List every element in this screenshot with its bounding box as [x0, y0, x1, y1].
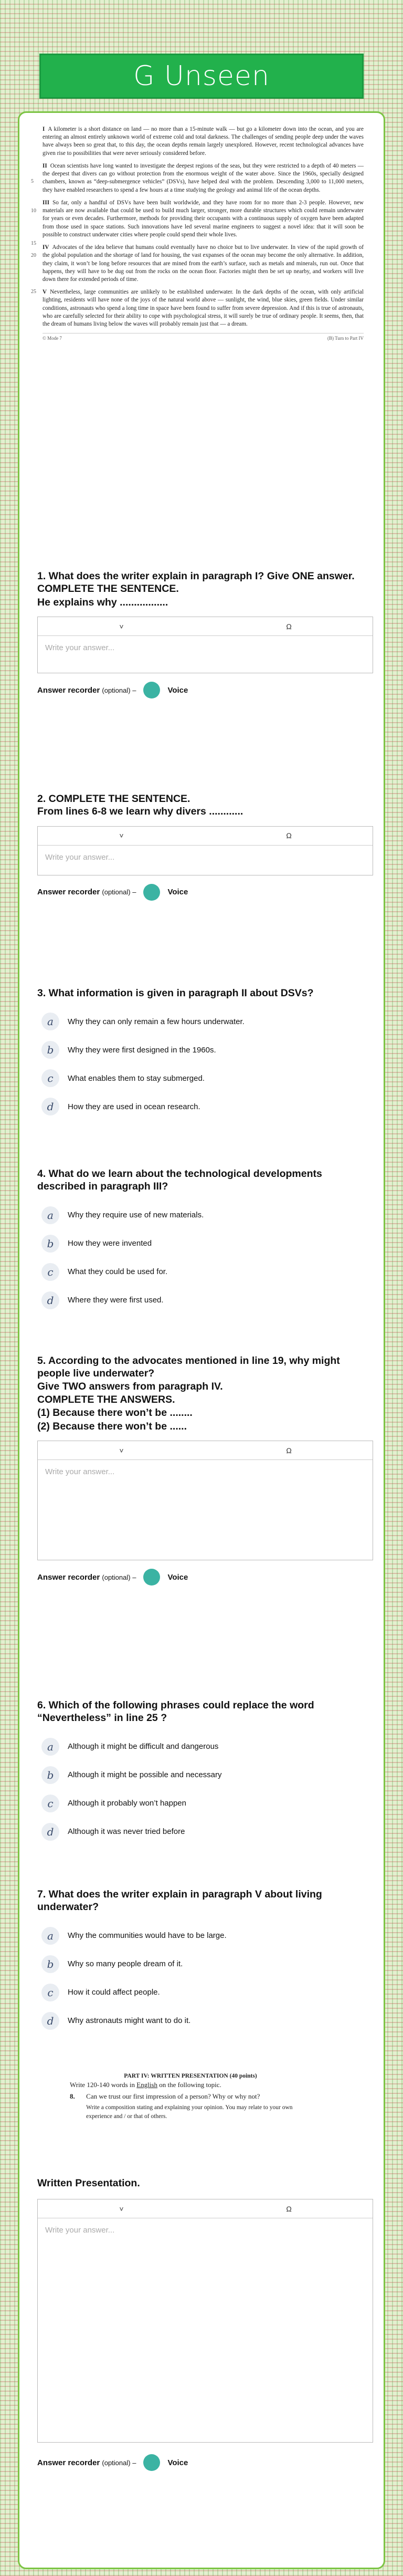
item-detail: Write a composition stating and explaining your opinion. You may relate to your own experience and / or that of others. — [86, 2104, 293, 2120]
option-letter: b — [41, 1041, 59, 1059]
option-d[interactable] — [37, 2009, 373, 2032]
option-letter: d — [41, 1823, 59, 1841]
paragraph-text: So far, only a handful of DSVs have been built worldwide, and they have room for no more than 2-3 people. However, new materials are now available that could be used to build much larger, stronger, more durable structures which could remain underwater for years or even decades. Furthermore, methods for providing their occupants with a continuous supply of oxygen have been adapted from those used in space stations. Such innovations have led several marine engineers to suggest a novel idea: that it will soon be possible to construct underwater cities where people could spend their whole lives. — [43, 199, 364, 238]
question-1-line-3: He explains why ................. — [37, 596, 168, 608]
paragraph-text: Nevertheless, large communities are unlikely to be established underwater. In the dark depths of the ocean, with only artificial lighting, residents will have none of the joys of the natural world above — sunlight, the wind, blue skies, green fields. Under similar conditions, astronauts who spend a long time in space have been found to suffer from severe depression. And if this is true of astronauts, who are carefully selected for their ability to cope with psychological stress, it will surely be true of ordinary people. It seems, then, that the dream of humans living below the waves will probably remain just that — a dream. — [43, 289, 364, 328]
reading-passage — [31, 126, 364, 588]
option-d[interactable] — [37, 1289, 373, 1312]
option-c[interactable] — [37, 1067, 373, 1090]
editor-toolbar — [38, 827, 373, 846]
option-text: How they were invented — [68, 1239, 152, 1248]
record-button[interactable] — [143, 1569, 160, 1586]
paragraph-4 — [31, 244, 364, 284]
item-body — [86, 2092, 311, 2120]
part-4-heading: PART IV: WRITTEN PRESENTATION (40 points) — [124, 2073, 257, 2079]
answer-input[interactable]: Write your answer... — [45, 643, 115, 653]
answer-input[interactable]: Write your answer... — [45, 2226, 115, 2235]
option-letter: a — [41, 1927, 59, 1945]
option-c[interactable] — [37, 1981, 373, 2004]
option-text: Where they were first used. — [68, 1296, 164, 1305]
option-text: How they are used in ocean research. — [68, 1102, 200, 1111]
record-button[interactable] — [143, 884, 160, 901]
answer-editor — [37, 617, 373, 673]
option-c[interactable] — [37, 1260, 373, 1284]
question-5 — [37, 1354, 373, 1586]
paragraph-2 — [31, 162, 364, 194]
option-letter: d — [41, 1098, 59, 1115]
option-text: Why the communities would have to be large. — [68, 1931, 227, 1941]
recorder-optional: (optional) – — [102, 1573, 136, 1581]
voice-label: Voice — [167, 888, 188, 897]
voice-label: Voice — [167, 685, 188, 695]
recorder-optional: (optional) – — [102, 888, 136, 896]
paragraph-number: V — [43, 289, 47, 296]
line-number: 10 — [31, 207, 36, 214]
option-text: Why they require use of new materials. — [68, 1211, 204, 1220]
option-letter: c — [41, 1069, 59, 1087]
option-c[interactable] — [37, 1792, 373, 1815]
answer-recorder — [37, 2454, 373, 2471]
page-title: G Unseen — [133, 60, 270, 92]
option-a[interactable] — [37, 1735, 373, 1758]
option-letter: b — [41, 1766, 59, 1784]
format-dropdown[interactable]: ˅ — [119, 2204, 124, 2213]
option-letter: c — [41, 1795, 59, 1812]
question-2-title: 2. COMPLETE THE SENTENCE. — [37, 793, 190, 805]
question-5-line-3: COMPLETE THE ANSWERS. — [37, 1394, 175, 1406]
symbol-button[interactable]: Ω — [286, 2204, 292, 2213]
paragraph-text: Ocean scientists have long wanted to investigate the deepest regions of the seas, but they were restricted to a depth of 40 meters — the deepest that divers can go without protection from the enormous weight of the water above. Since the 1960s, specially designed chambers, known as “deep-submergence vehicles” (DSVs), have helped deal with the problem. Descending 3,000 to 11,000 meters, they have enabled researchers to spend a few hours at a time studying the geology and animal life of the ocean depths. — [43, 162, 364, 193]
option-letter: a — [41, 1206, 59, 1224]
worksheet-card — [18, 111, 385, 2569]
symbol-button[interactable]: Ω — [286, 622, 292, 631]
question-6 — [37, 1699, 373, 1849]
answer-editor — [37, 2199, 373, 2443]
option-text: Why they were first designed in the 1960s. — [68, 1045, 216, 1055]
format-dropdown[interactable]: ˅ — [119, 622, 124, 631]
option-letter: d — [41, 2012, 59, 2030]
part-4-instructions — [70, 2072, 311, 2121]
record-button[interactable] — [143, 2454, 160, 2471]
paragraph-number: II — [43, 162, 47, 169]
question-4 — [37, 1167, 373, 1317]
question-5-line-2: Give TWO answers from paragraph IV. — [37, 1380, 223, 1392]
option-letter: c — [41, 1263, 59, 1281]
editor-toolbar — [38, 1441, 373, 1460]
options-list — [37, 1204, 373, 1312]
question-5-line-5: (2) Because there won’t be ...... — [37, 1420, 187, 1432]
answer-recorder — [37, 884, 373, 901]
symbol-button[interactable]: Ω — [286, 831, 292, 840]
line-number: 5 — [31, 178, 34, 184]
editor-toolbar — [38, 617, 373, 636]
voice-label: Voice — [167, 2458, 188, 2467]
answer-recorder — [37, 682, 373, 698]
instruction-language: English — [136, 2081, 158, 2089]
option-a[interactable] — [37, 1204, 373, 1227]
option-text: Although it might be possible and necessary — [68, 1770, 222, 1780]
recorder-label: Answer recorder — [37, 2458, 100, 2467]
option-letter: a — [41, 1738, 59, 1756]
editor-toolbar — [38, 2199, 373, 2218]
answer-input[interactable]: Write your answer... — [45, 852, 115, 862]
answer-recorder — [37, 1569, 373, 1586]
question-1-line-2: COMPLETE THE SENTENCE. — [37, 583, 179, 595]
option-a[interactable] — [37, 1924, 373, 1947]
option-letter: d — [41, 1291, 59, 1309]
option-d[interactable] — [37, 1095, 373, 1118]
option-text: Why they can only remain a few hours underwater. — [68, 1017, 245, 1026]
options-list — [37, 1924, 373, 2032]
option-text: Although it probably won’t happen — [68, 1799, 186, 1808]
question-1 — [37, 570, 373, 698]
answer-editor — [37, 826, 373, 875]
passage-footer — [43, 333, 364, 341]
paragraph-number: IV — [43, 244, 49, 251]
options-list — [37, 1735, 373, 1843]
question-1-title: 1. What does the writer explain in paragraph I? Give ONE answer. — [37, 570, 355, 582]
footer-right: (B) Turn to Part IV — [327, 336, 364, 341]
options-list — [37, 1010, 373, 1118]
voice-label: Voice — [167, 1572, 188, 1582]
symbol-button[interactable]: Ω — [286, 1446, 292, 1455]
written-presentation-title: Written Presentation. — [37, 2177, 140, 2189]
question-5-line-4: (1) Because there won’t be ........ — [37, 1407, 193, 1419]
format-dropdown[interactable]: ˅ — [119, 1446, 124, 1455]
part-4-instruction — [70, 2080, 311, 2090]
paragraph-text: Advocates of the idea believe that humans could eventually have no choice but to live underwater. In view of the rapid growth of the global population and the shortage of land for housing, the vast expanses of the ocean may become the only alternative. In addition, they claim, it won’t be long before resources that are mined from the earth’s surface, such as metals and minerals, run out. Once that happens, they will have to be dug out from the rocks on the ocean floor. Factories might then be set up nearby, and workers will live down there for extended periods of time. — [43, 244, 364, 283]
part-4-item — [70, 2092, 311, 2120]
paragraph-3 — [31, 199, 364, 246]
question-7-title: 7. What does the writer explain in paragraph V about living underwater? — [37, 1889, 322, 1913]
question-3-title: 3. What information is given in paragraph II about DSVs? — [37, 987, 314, 999]
option-text: Although it was never tried before — [68, 1827, 185, 1837]
answer-editor — [37, 1441, 373, 1560]
paragraph-number: I — [43, 126, 45, 132]
recorder-optional: (optional) – — [102, 2458, 136, 2467]
item-question: Can we trust our first impression of a person? Why or why not? — [86, 2092, 260, 2101]
option-letter: b — [41, 1235, 59, 1253]
line-number: 20 — [31, 253, 36, 259]
recorder-label: Answer recorder — [37, 1572, 100, 1582]
option-text: How it could affect people. — [68, 1988, 160, 1997]
paragraph-number: III — [43, 199, 50, 206]
option-text: What they could be used for. — [68, 1267, 168, 1277]
option-text: Why so many people dream of it. — [68, 1959, 183, 1969]
paragraph-5 — [31, 288, 364, 328]
option-letter: a — [41, 1013, 59, 1030]
option-b[interactable] — [37, 1764, 373, 1787]
record-button[interactable] — [143, 682, 160, 698]
footer-left: © Mode 7 — [43, 336, 62, 341]
recorder-label: Answer recorder — [37, 685, 100, 695]
instruction-text: on the following topic. — [157, 2081, 221, 2089]
paragraph-text: A kilometer is a short distance on land — no more than a 15-minute walk — but go a kilometer down into the ocean, and you are entering an almost entirely unknown world of extreme cold and total darkness. The challenges of sending people deep under the waves have always been so great that, to this day, the ocean depths remain largely unexplored. However, recent technological advances have given rise to possibilities that were never seriously considered before. — [43, 126, 364, 157]
item-number: 8. — [70, 2092, 75, 2101]
question-6-title: 6. Which of the following phrases could replace the word “Nevertheless” in line 25 ? — [37, 1699, 314, 1724]
answer-input[interactable]: Write your answer... — [45, 1467, 115, 1477]
question-3 — [37, 987, 373, 1123]
option-b[interactable] — [37, 1953, 373, 1976]
option-text: Why astronauts might want to do it. — [68, 2016, 191, 2026]
option-text: What enables them to stay submerged. — [68, 1073, 205, 1083]
paragraph-1 — [43, 126, 364, 158]
recorder-optional: (optional) – — [102, 686, 136, 694]
question-5-title: 5. According to the advocates mentioned in line 19, why might people live underwater? — [37, 1355, 340, 1380]
line-number: 25 — [31, 289, 36, 295]
question-2-line-2: From lines 6-8 we learn why divers ............ — [37, 806, 243, 818]
recorder-label: Answer recorder — [37, 888, 100, 897]
question-4-title: 4. What do we learn about the technological developments described in paragraph III? — [37, 1168, 322, 1193]
question-2 — [37, 792, 373, 901]
instruction-text: Write 120-140 words in — [70, 2081, 137, 2089]
option-letter: b — [41, 1955, 59, 1973]
question-7 — [37, 1888, 373, 2038]
line-number: 15 — [31, 240, 36, 246]
title-banner — [39, 54, 364, 99]
option-letter: c — [41, 1984, 59, 2001]
option-b[interactable] — [37, 1038, 373, 1061]
option-d[interactable] — [37, 1820, 373, 1843]
option-a[interactable] — [37, 1010, 373, 1033]
option-b[interactable] — [37, 1232, 373, 1255]
option-text: Although it might be difficult and dangerous — [68, 1742, 219, 1751]
written-presentation — [37, 2177, 373, 2471]
format-dropdown[interactable]: ˅ — [119, 831, 124, 840]
